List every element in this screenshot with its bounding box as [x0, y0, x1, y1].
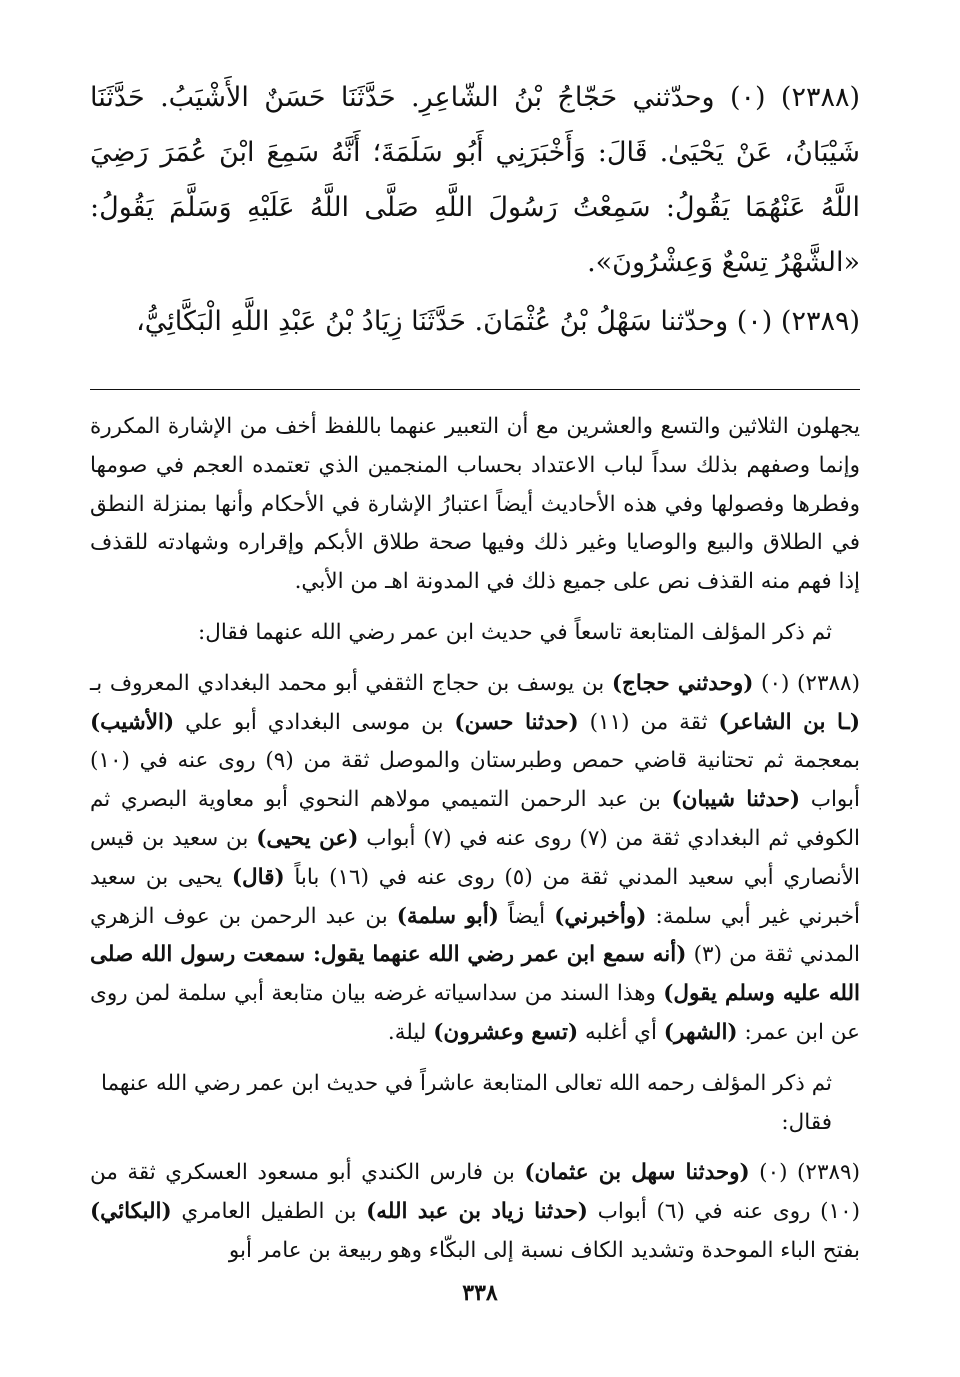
intro-ninth-mutaba: ثم ذكر المؤلف المتابعة تاسعاً في حديث ابن عمر رضي الله عنهما فقال: — [197, 619, 832, 645]
hadith-2388: (٢٣٨٨) (٠) وحدّثني حَجّاجُ بْنُ الشّاعِرِ. حَدَّثَنَا حَسَنٌ الأَشْيَبُ. حَدَّثَنَا شَيْبَانُ، عَنْ يَحْيَىٰ. قَالَ: وَأَخْبَرَنِي أَبُو سَلَمَةَ؛ أَنَّهُ سَمِعَ ابْنَ عُمَرَ رَضِيَ اللَّهُ عَنْهُمَا يَقُولُ: سَمِعْتُ رَسُولَ اللَّهِ صَلَّى اللَّهُ عَلَيْهِ وَسَلَّمَ يَقُولُ: «الشَّهْرُ تِسْعٌ وَعِشْرُونَ». — [90, 82, 860, 278]
sharh-text: بن فارس الكندي أبو مسعود العسكري ثقة من (١٠) روى عنه في (٦) أبواب — [90, 1160, 861, 1225]
sharh-text: بن يوسف بن حجاج الثقفي أبو محمد البغدادي المعروف بـ — [90, 670, 612, 696]
matn-quote: (الشهر) — [663, 1019, 738, 1045]
sharh-text: ثقة من (١١) — [578, 709, 719, 735]
sharh-text: بن موسى البغدادي أبو علي — [174, 709, 455, 735]
sharh-2389 — [90, 1154, 860, 1270]
sharh-text: (٢٣٨٨) (٠) — [753, 670, 860, 696]
matn-quote: (وأخبرني) — [554, 903, 647, 929]
matn-quote: (عن يحيى) — [256, 825, 359, 851]
matn-quote: (الأشيب) — [90, 709, 175, 735]
matn-quote: (أنه سمع ابن عمر رضي الله عنهما يقول: سمعت رسول الله صلى الله عليه وسلم يقول) — [90, 942, 860, 1007]
matn-quote: (وحدثني حجاج) — [611, 670, 754, 696]
matn-quote: (البكائي) — [90, 1199, 172, 1225]
matn-quote: (حدثنا حسن) — [454, 709, 579, 735]
sharh-text: بن سعيد بن قيس الأنصاري أبي سعيد المدني ثقة من (٥) روى عنه في (١٦) باباً — [90, 825, 860, 890]
sharh-text: وهذا السند من سداسياته غرضه بيان متابعة أبي سلمة لمن روى عن ابن عمر: — [90, 981, 860, 1045]
hadith-2389: (٢٣٨٩) (٠) وحدّثنا سَهْلُ بْنُ عُثْمَانَ. حَدَّثَنَا زِيَادُ بْنُ عَبْدِ اللَّهِ الْبَكَّائِيُّ، — [136, 306, 860, 337]
matn-quote: (حدثنا شيبان) — [671, 787, 801, 813]
sharh-text: بفتح الباء الموحدة وتشديد الكاف نسبة إلى البكّاء وهو ربيعة بن عامر أبو — [228, 1237, 860, 1263]
sharh-text: أي أغلبه — [578, 1019, 664, 1045]
sharh-text: بمعجمة ثم تحتانية قاضي حمص وطبرستان والموصل ثقة من (٩) روى عنه في (١٠) أبواب — [90, 748, 860, 813]
sharh-text: بن الطفيل العامري — [171, 1199, 367, 1225]
matn-quote: (أبو سلمة) — [396, 903, 499, 929]
commentary-paragraph: يجهلون الثلاثين والتسع والعشرين مع أن التعبير عنهما باللفظ أخف من الإشارة المكررة وإنما وصفهم بذلك سداً لباب الاعتداد بحساب المنجمين الذي تعتمده العجم في صومها وفطرها وفصولها وفي هذه الأحاديث أيضاً اعتبارُ الإشارة في الأحكام وأنها بمنزلة النطق في الطلاق والبيع والوصايا وغير ذلك وفيها صحة طلاق الأبكم وإقراره وشهادته للقذف إذا فهم منه القذف نص على جميع ذلك في المدونة اهـ من الأبي. — [90, 414, 860, 595]
page-number: ٣٣٨ — [462, 1280, 498, 1306]
sharh-text: ليلة. — [387, 1019, 434, 1045]
sharh-text: يحيى بن سعيد أخبرني غير أبي سلمة: — [90, 864, 860, 929]
matn-quote: (وحدثنا سهل بن عثمان) — [524, 1160, 750, 1186]
sharh-text: (٢٣٨٩) (٠) — [749, 1160, 860, 1186]
footnote-divider — [90, 389, 860, 390]
matn-quote: (تسع وعشرون) — [433, 1019, 579, 1045]
matn-quote: (حدثنا زياد بن عبد الله) — [366, 1199, 588, 1225]
matn-quote: (ـا بن الشاعر) — [718, 709, 861, 735]
sharh-2388 — [90, 665, 860, 1053]
sharh-text: بن عبد الرحمن التميمي مولاهم النحوي أبو معاوية البصري ثم الكوفي ثم البغدادي ثقة من (٧) روى عنه في (٧) أبواب — [90, 787, 861, 851]
intro-tenth-mutaba: ثم ذكر المؤلف رحمه الله تعالى المتابعة عاشراً في حديث ابن عمر رضي الله عنهما فقال: — [100, 1070, 832, 1135]
matn-quote: (قال) — [231, 864, 285, 890]
sharh-text: بن عبد الرحمن بن عوف الزهري المدني ثقة من (٣) — [90, 903, 860, 968]
sharh-text: أيضاً — [498, 903, 555, 929]
